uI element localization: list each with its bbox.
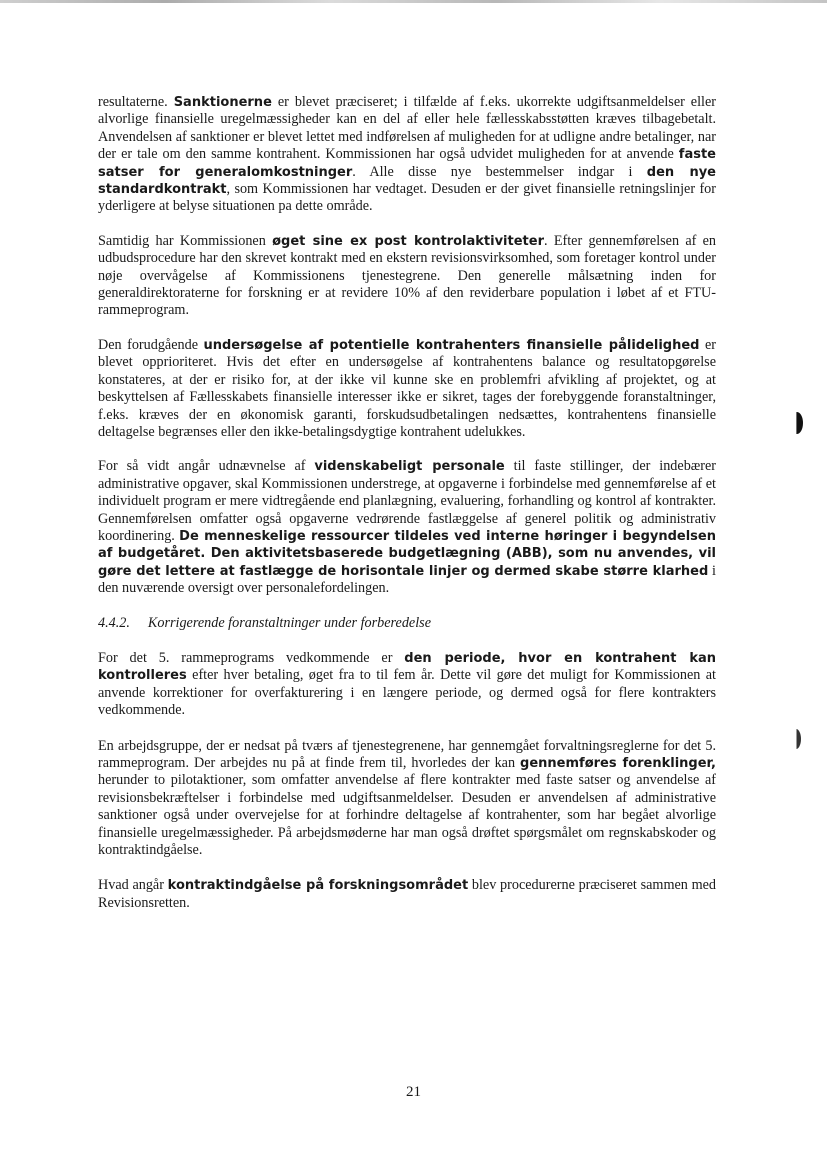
text-run: , som Kommissionen har vedtaget. Desuden er der givet finansielle retningslinjer for yderligere at belyse situationen pa dette område. <box>98 181 716 215</box>
paragraph-ex-post-control <box>98 233 716 320</box>
text-run: er blevet præciseret; i tilfælde af f.eks. ukorrekte udgiftsanmeldelser eller alvorlige finansielle uregelmæssigheder kan en del af eller hele fællesskabsstøtten kræves tilbagebetalt. Anvendelsen af sanktioner er blevet lettet med indførelsen af muligheden for at udligne andre betalinger, nar der er tale om den samme kontrahent. Kommissionen har også udvidet muligheden for at anvende <box>98 94 717 163</box>
bold-text-run: den nye standardkontrakt <box>98 164 716 198</box>
paragraph-financial-reliability <box>98 337 716 441</box>
text-run: er blevet opprioriteret. Hvis det efter en undersøgelse af kontrahentens balance og resultatopgørelse konstateres, at der er risiko for, at der ikke vil kunne ske en problemfri afvikling af projektet, og at beskyttelsen af Fællesskabets finansielle interesser ikke er sikret, tages der forebyggende foranstaltninger, f.eks. kræves der en økonomisk garanti, forskudsudbetalingen nedsættes, kontrahentens finansielle deltagelse begrænses eller den ikke-betalingsdygtige kontrahent udelukkes. <box>98 336 716 440</box>
text-run: resultaterne. <box>98 94 174 110</box>
bold-text-run: øget sine ex post kontrolaktiviteter <box>272 233 544 249</box>
punch-hole-mark-top <box>791 412 803 434</box>
bold-text-run: De menneskelige ressourcer tildeles ved interne høringer i begyndelsen af budgetåret. Den aktivitetsbaserede budgetlægning (ABB), som nu anvendes, vil gøre det lettere at fastlægge de horisontale linjer og dermed skabe større klarhed <box>98 528 716 579</box>
section-heading <box>98 615 716 632</box>
text-run: Samtidig har Kommissionen <box>98 232 273 249</box>
page-number: 21 <box>406 1084 421 1100</box>
paragraph-control-period <box>98 650 716 720</box>
scan-top-edge <box>0 0 827 3</box>
text-run: blev procedurerne præciseret sammen med Revisionsretten. <box>98 877 717 911</box>
bold-text-run: den periode, hvor en kontrahent kan kontrolleres <box>98 650 716 684</box>
text-run: For det 5. rammeprograms vedkommende er <box>98 649 405 666</box>
document-page <box>98 94 716 912</box>
bold-text-run: faste satser for generalomkostninger <box>98 147 716 180</box>
bold-text-run: Sanktionerne <box>173 95 272 110</box>
bold-text-run: undersøgelse af potentielle kontrahenters finansielle pålidelighed <box>203 337 700 353</box>
text-run: herunder to pilotaktioner, som omfatter anvendelse af flere kontrakter med faste satser og anvendelse af revisionsbekræftelser i forbindelse med udgiftsanmeldelser. Desuden er anvendelsen af administrative sanktioner også under overvejelse for at forhindre deltagelse af kontrahenter, som har begået alvorlige finansielle uregelmæssigheder. På arbejdsmøderne har man også drøftet spørgsmålet om regnskabskoder og kontraktindgåelse. <box>98 772 716 859</box>
paragraph-contract-conclusion <box>98 877 716 912</box>
text-run: En arbejdsgruppe, der er nedsat på tværs af tjenestegrenene, har gennemgået forvaltningsreglerne for det 5. rammeprogram. Der arbejdes nu på at finde frem til, hvorledes der kan <box>98 737 716 771</box>
text-run: Hvad angår <box>98 877 168 894</box>
section-title: Korrigerende foranstaltninger under forberedelse <box>147 614 431 631</box>
paragraph-working-group <box>98 738 716 860</box>
section-number: 4.4.2. <box>98 614 130 631</box>
text-run: . Alle disse nye bestemmelser indgar i <box>352 163 647 180</box>
paragraph-scientific-personnel <box>98 458 716 597</box>
text-run: . Efter gennemførelsen af en udbudsprocedure har den skrevet kontrakt med en ekstern revisionsvirksomhed, som foretager kontrol under nøje overvågelse af Kommissionens tjenestegrene. Den generelle målsætning inden for generaldirektoraterne for forskning er at revidere 10% af den reviderbare population i løbet af et FTU-rammeprogram. <box>98 232 716 319</box>
text-run: efter hver betaling, øget fra to til fem år. Dette vil gøre det muligt for Kommissionen at anvende korrektioner for overfakturering i en længere periode, og dermed også for flere kontrakters vedkommende. <box>98 667 716 719</box>
paragraph-sanctions <box>98 94 716 216</box>
punch-hole-mark-bottom <box>791 729 801 749</box>
bold-text-run: gennemføres forenklinger, <box>520 756 716 771</box>
text-run: Den forudgående <box>98 336 204 353</box>
bold-text-run: videnskabeligt personale <box>314 459 505 475</box>
bold-text-run: kontraktindgåelse på forskningsområdet <box>167 878 469 894</box>
text-run: For så vidt angår udnævnelse af <box>98 458 315 475</box>
text-run: til faste stillinger, der indebærer administrative opgaver, skal Kommissionen understrege, at opgaverne i forbindelse med gennemførelse af et individuelt program er mere vidtregående end planlægning, evaluering, forhandling og kontrol af kontrakter. Gennemførelsen omfatter også opgaverne vedrørende fastlæggelse af generel politik og administrativ koordinering. <box>98 458 716 544</box>
text-run: i den nuværende oversigt over personalefordelingen. <box>98 562 716 597</box>
